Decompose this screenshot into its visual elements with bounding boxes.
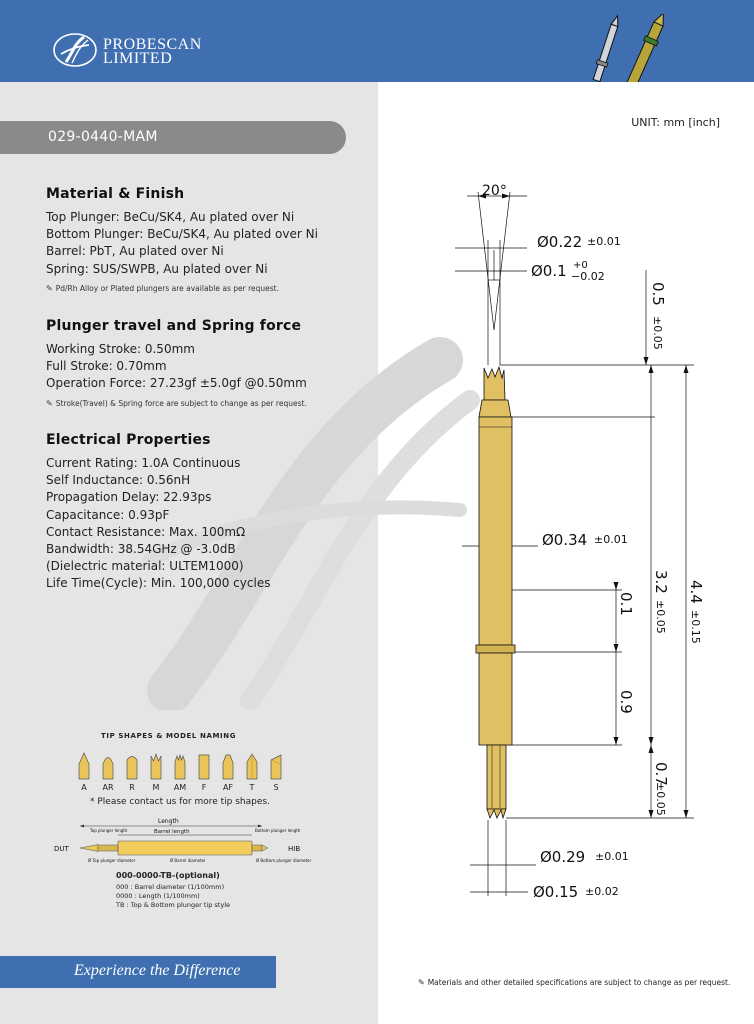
- arrow-icon: [684, 810, 689, 818]
- bottom-plunger-length-label: Bottom plunger length: [255, 828, 301, 833]
- tip-shape-m: [144, 752, 168, 792]
- pencil-icon: ✎: [418, 978, 425, 987]
- probescan-logo-icon: [52, 32, 98, 68]
- dim-05-tol: ±0.05: [651, 316, 664, 350]
- material-note-text: Pd/Rh Alloy or Plated plungers are available as per request.: [55, 283, 280, 293]
- material-line: Top Plunger: BeCu/SK4, Au plated over Ni: [46, 210, 295, 224]
- material-note: [46, 284, 318, 293]
- dim-07-tol: ±0.05: [654, 782, 667, 816]
- tip-label: S: [273, 783, 279, 792]
- naming-top-plunger-body: [98, 845, 118, 851]
- arrow-icon: [614, 582, 619, 590]
- dim-01-len-value: 0.1: [617, 592, 635, 616]
- probe-barrel-lower: [479, 653, 512, 745]
- tip-shapes-row: [72, 752, 286, 798]
- tip-label: M: [152, 783, 160, 792]
- footer-bar: [0, 956, 276, 988]
- plunger-line: Operation Force: 27.23gf ±5.0gf @0.50mm: [46, 376, 307, 391]
- barrel-diameter-label: Ø Barrel diameter: [170, 858, 206, 863]
- naming-top-plunger: [80, 845, 98, 852]
- plunger-line: Full Stroke: 0.70mm: [46, 359, 167, 374]
- naming-code: 000-0000-TB-(optional): [116, 871, 220, 880]
- model-title-bar: [0, 121, 346, 154]
- barrel-collar: [476, 645, 515, 653]
- electrical-line: Bandwidth: 38.54GHz @ -3.0dB: [46, 542, 236, 557]
- tip-shape-t: [240, 752, 264, 792]
- dim-015-value: Ø0.15: [533, 883, 579, 901]
- naming-length-label: Length: [158, 818, 179, 825]
- arrow-icon: [614, 644, 619, 652]
- plunger-line: Working Stroke: 0.50mm: [46, 342, 195, 356]
- model-number: 029-0440-MAM: [48, 129, 158, 145]
- tip-a-icon: [72, 752, 96, 780]
- model-naming-diagram: [52, 816, 312, 872]
- naming-barrel: [118, 841, 252, 855]
- electrical-line: (Dielectric material: ULTEM1000): [46, 559, 244, 574]
- arrow-icon: [684, 365, 689, 373]
- dim-44-value: 4.4: [687, 580, 705, 604]
- footer-slogan: Experience the Difference: [74, 962, 241, 979]
- material-line: Bottom Plunger: BeCu/SK4, Au plated over Ni: [46, 227, 318, 242]
- tip-r-icon: [120, 752, 144, 780]
- electrical-title: Electrical Properties: [46, 432, 211, 448]
- electrical-line: Self Inductance: 0.56nH: [46, 473, 191, 488]
- dim-029-value: Ø0.29: [540, 848, 586, 866]
- tip-ar-icon: [96, 752, 120, 780]
- brand-line-1: PROBESCAN: [103, 36, 202, 53]
- material-section: [46, 186, 318, 293]
- dim-32-tol: ±0.05: [654, 600, 667, 634]
- top-plunger-neck: [479, 400, 511, 417]
- arrow-icon: [644, 357, 649, 365]
- pencil-icon: ✎: [46, 283, 53, 293]
- probe-technical-drawing: [400, 170, 754, 910]
- barrel-length-label: Barrel length: [154, 829, 190, 835]
- arrow-icon: [649, 745, 654, 753]
- angle-label: 20°: [482, 183, 507, 199]
- tip-shape-f: [192, 752, 216, 792]
- probe-pins-icon: [582, 14, 674, 82]
- top-plunger-crown: [484, 367, 505, 400]
- tip-s-icon: [264, 752, 288, 780]
- naming-legend-line: 0000 : Length (1/100mm): [116, 892, 200, 900]
- tip-shape-s: [264, 752, 288, 792]
- tip-t-icon: [240, 752, 264, 780]
- naming-bottom-tip: [262, 845, 268, 851]
- dim-09-value: 0.9: [617, 690, 635, 714]
- electrical-line: Life Time(Cycle): Min. 100,000 cycles: [46, 576, 271, 591]
- pencil-icon: ✎: [46, 398, 53, 408]
- arrow-icon: [80, 825, 84, 828]
- electrical-line: Capacitance: 0.93pF: [46, 507, 170, 522]
- arrow-icon: [614, 737, 619, 745]
- tip-shape-am: [168, 752, 192, 792]
- top-plunger-length-label: Top plunger length: [90, 828, 128, 833]
- top-diameter-label: Ø Top plunger diameter: [88, 858, 136, 863]
- tip-label: A: [81, 783, 87, 792]
- tip-label: F: [201, 783, 207, 792]
- tip-af-icon: [216, 752, 240, 780]
- dim-022-tol: ±0.01: [587, 235, 621, 248]
- dim-022-value: Ø0.22: [537, 233, 583, 251]
- tips-contact-note: * Please contact us for more tip shapes.: [90, 797, 270, 807]
- material-line: Barrel: PbT, Au plated over Ni: [46, 244, 224, 259]
- electrical-line: Propagation Delay: 22.93ps: [46, 490, 212, 505]
- plunger-note: [46, 399, 307, 408]
- tip-label: AF: [222, 783, 234, 792]
- naming-hib-label: HIB: [288, 845, 301, 853]
- naming-bottom-plunger: [252, 845, 262, 851]
- arrow-icon: [649, 737, 654, 745]
- plunger-note-text: Stroke(Travel) & Spring force are subject to change as per request.: [55, 398, 307, 408]
- brand-name: [103, 38, 202, 66]
- electrical-line: Current Rating: 1.0A Continuous: [46, 456, 241, 470]
- tip-am-icon: [168, 752, 192, 780]
- tip-shape-ar: [96, 752, 120, 792]
- tips-title: TIP SHAPES & MODEL NAMING: [101, 732, 237, 740]
- tip-m-icon: [144, 752, 168, 780]
- footer-note-text: Materials and other detailed specifications are subject to change as per request.: [427, 978, 731, 987]
- plunger-section: [46, 318, 307, 408]
- probe-barrel: [479, 417, 512, 645]
- bottom-plunger: [487, 745, 506, 809]
- naming-legend-line: 000 : Barrel diameter (1/100mm): [116, 883, 225, 891]
- dim-015-tol: ±0.02: [585, 885, 619, 898]
- electrical-section: [46, 432, 270, 593]
- electrical-line: Contact Resistance: Max. 100mΩ: [46, 524, 246, 539]
- tip-edge-line: [494, 192, 510, 330]
- header-bar: [0, 0, 754, 82]
- dim-01-tol-upper: +0: [573, 260, 588, 271]
- naming-dut-label: DUT: [54, 845, 69, 853]
- brand-line-2: LIMITED: [103, 50, 173, 67]
- dim-01-value: Ø0.1: [531, 262, 567, 280]
- tip-label: T: [249, 783, 255, 792]
- tip-label: AM: [173, 783, 187, 792]
- arrow-icon: [649, 365, 654, 373]
- dim-034-tol: ±0.01: [594, 533, 628, 546]
- tip-shape-af: [216, 752, 240, 792]
- naming-legend-line: TB : Top & Bottom plunger tip style: [116, 901, 230, 909]
- material-line: Spring: SUS/SWPB, Au plated over Ni: [46, 261, 268, 276]
- dim-07-value: 0.7: [652, 762, 670, 786]
- dim-32-value: 3.2: [652, 570, 670, 594]
- tip-shape-a: [72, 752, 96, 792]
- plunger-title: Plunger travel and Spring force: [46, 318, 302, 334]
- dim-029-tol: ±0.01: [595, 850, 629, 863]
- tip-edge-line: [478, 192, 494, 330]
- tip-label: AR: [102, 783, 114, 792]
- dim-034-value: Ø0.34: [542, 531, 588, 549]
- unit-label: UNIT: mm [inch]: [631, 116, 720, 129]
- material-title: Material & Finish: [46, 186, 185, 202]
- naming-legend: [116, 883, 230, 910]
- arrow-icon: [649, 810, 654, 818]
- tip-label: R: [129, 783, 135, 792]
- bottom-diameter-label: Ø Bottom plunger diameter: [256, 858, 312, 863]
- dim-05-value: 0.5: [649, 282, 667, 306]
- bottom-plunger-crown: [487, 809, 506, 818]
- tip-f-icon: [192, 752, 216, 780]
- dim-01-tol-lower: −0.02: [571, 270, 605, 283]
- tip-shape-r: [120, 752, 144, 792]
- footer-note: [418, 978, 730, 987]
- dim-44-tol: ±0.15: [689, 610, 702, 644]
